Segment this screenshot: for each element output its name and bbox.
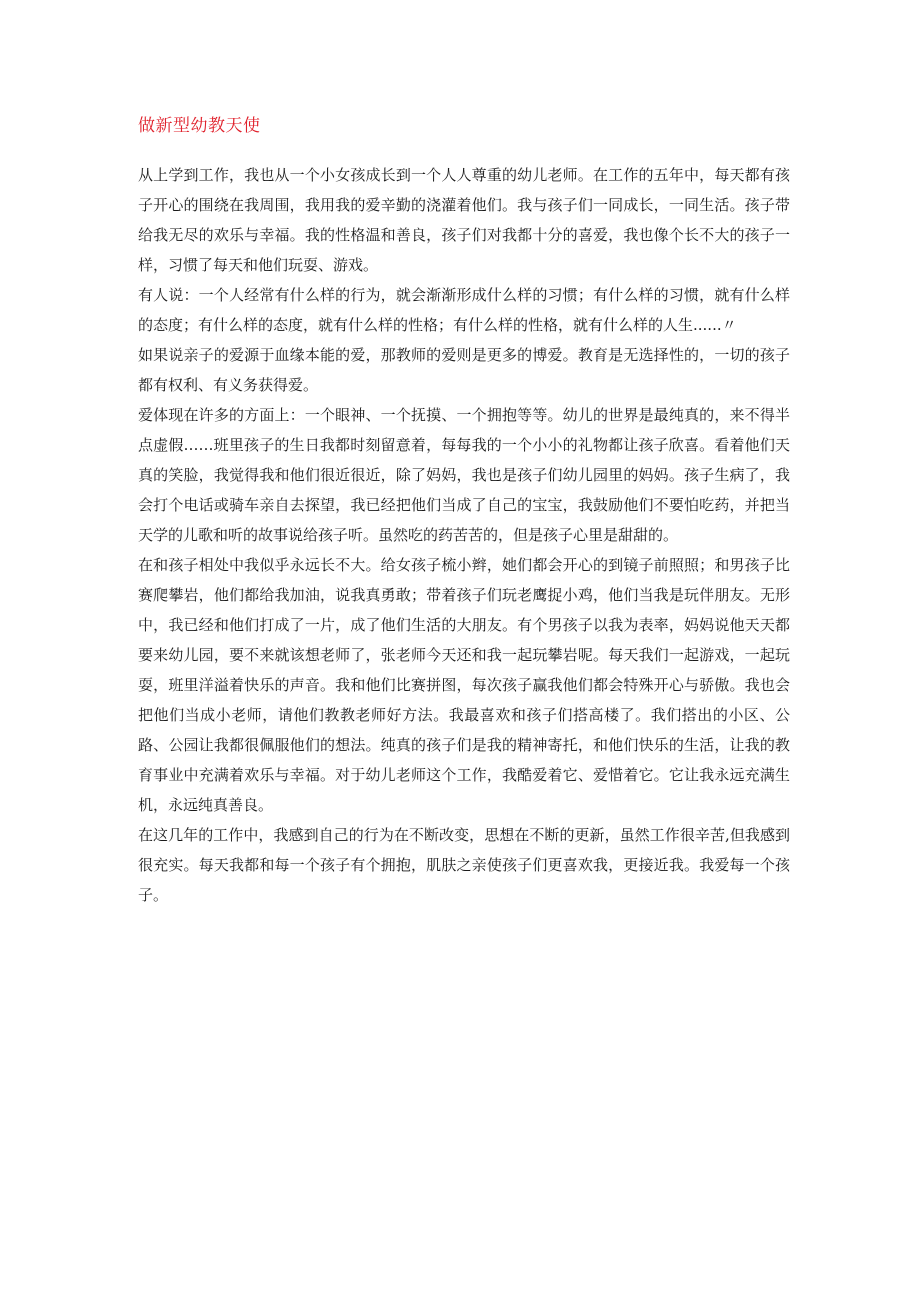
paragraph: 有人说：一个人经常有什么样的行为，就会渐渐形成什么样的习惯；有什么样的习惯，就有什么样的态度；有什么样的态度，就有什么样的性格；有什么样的性格，就有什么样的人生......〃 (138, 286, 790, 334)
document-title: 做新型幼教天使 (138, 116, 261, 136)
paragraph: 如果说亲子的爱源于血缘本能的爱，那教师的爱则是更多的博爱。教育是无选择性的，一切的孩子都有权利、有义务获得爱。 (138, 346, 790, 394)
paragraph: 在这几年的工作中，我感到自己的行为在不断改变，思想在不断的更新，虽然工作很辛苦,但我感到很充实。每天我都和每一个孩子有个拥抱，肌肤之亲使孩子们更喜欢我，更接近我。我爱每一个孩子。 (138, 826, 790, 904)
document-body (138, 160, 790, 910)
paragraph: 在和孩子相处中我似乎永远长不大。给女孩子梳小辫，她们都会开心的到镜子前照照；和男孩子比赛爬攀岩，他们都给我加油，说我真勇敢；带着孩子们玩老鹰捉小鸡，他们当我是玩伴朋友。无形中，我已经和他们打成了一片，成了他们生活的大朋友。有个男孩子以我为表率，妈妈说他天天都要来幼儿园，要不来就该想老师了，张老师今天还和我一起玩攀岩呢。每天我们一起游戏，一起玩耍，班里洋溢着快乐的声音。我和他们比赛拼图，每次孩子赢我他们都会特殊开心与骄傲。我也会把他们当成小老师，请他们教教老师好方法。我最喜欢和孩子们搭高楼了。我们搭出的小区、公路、公园让我都很佩服他们的想法。纯真的孩子们是我的精神寄托，和他们快乐的生活，让我的教育事业中充满着欢乐与幸福。对于幼儿老师这个工作，我酷爱着它、爱惜着它。它让我永远充满生机，永远纯真善良。 (138, 556, 790, 814)
paragraph: 爱体现在许多的方面上：一个眼神、一个抚摸、一个拥抱等等。幼儿的世界是最纯真的，来不得半点虚假……班里孩子的生日我都时刻留意着，每每我的一个小小的礼物都让孩子欣喜。看着他们天真的笑脸，我觉得我和他们很近很近，除了妈妈，我也是孩子们幼儿园里的妈妈。孩子生病了，我会打个电话或骑车亲自去探望，我已经把他们当成了自己的宝宝，我鼓励他们不要怕吃药，并把当天学的儿歌和听的故事说给孩子听。虽然吃的药苦苦的，但是孩子心里是甜甜的。 (138, 406, 790, 544)
paragraph: 从上学到工作，我也从一个小女孩成长到一个人人尊重的幼儿老师。在工作的五年中，每天都有孩子开心的围绕在我周围，我用我的爱辛勤的浇灌着他们。我与孩子们一同成长，一同生活。孩子带给我无尽的欢乐与幸福。我的性格温和善良，孩子们对我都十分的喜爱，我也像个长不大的孩子一样，习惯了每天和他们玩耍、游戏。 (138, 166, 790, 274)
